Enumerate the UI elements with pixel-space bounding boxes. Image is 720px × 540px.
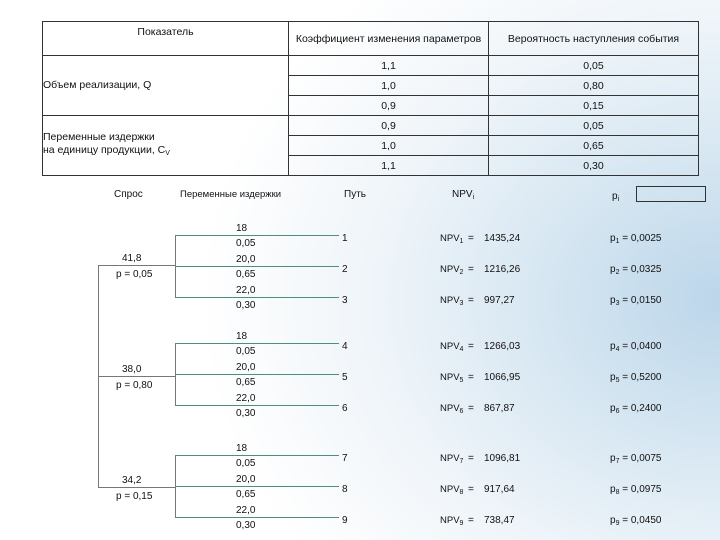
coef-cell: 1,0 (289, 136, 489, 156)
prob-cell: 0,65 (489, 136, 699, 156)
prob-cell: 0,80 (489, 76, 699, 96)
npv-equals: = (468, 233, 474, 244)
path-number: 3 (342, 295, 348, 306)
prob-cell: 0,05 (489, 116, 699, 136)
probability-value: = 0,0400 (619, 341, 662, 352)
tree-header-var-costs: Переменные издержки (180, 189, 282, 200)
cost-value: 20,0 (236, 474, 256, 485)
coef-cell: 1,1 (289, 56, 489, 76)
npv-equals: = (468, 515, 474, 526)
cost-value: 18 (236, 443, 248, 454)
path-number: 7 (342, 453, 348, 464)
tree-header-path: Путь (344, 189, 366, 200)
npv-value: 917,64 (484, 484, 515, 495)
demand-branch-line (98, 487, 175, 488)
p-header-box (636, 186, 706, 202)
coef-cell: 1,1 (289, 156, 489, 176)
probability-value: = 0,0325 (619, 264, 662, 275)
npv-value: 997,27 (484, 295, 515, 306)
tree-header-npv (452, 190, 474, 201)
subscript: 1 (459, 238, 464, 245)
npv-label (440, 454, 463, 465)
path-probability (610, 516, 661, 527)
npv-label (440, 516, 463, 527)
tree-header-demand: Спрос (114, 189, 143, 200)
path-number: 8 (342, 484, 348, 495)
probability-value: = 0,0450 (619, 515, 662, 526)
npv-value: 1096,81 (484, 453, 521, 464)
label: NPV (440, 341, 460, 352)
subscript: 6 (459, 408, 464, 415)
label: NPV (440, 403, 460, 414)
costs-label-line2: на единицу продукции, C (43, 144, 166, 156)
path-branch-line (175, 455, 339, 456)
cost-probability: 0,05 (236, 346, 256, 357)
npv-value: 1266,03 (484, 341, 521, 352)
probability-value: = 0,0150 (619, 295, 662, 306)
npv-equals: = (468, 295, 474, 306)
label: p (610, 372, 616, 383)
label: p (610, 341, 616, 352)
demand-probability: p = 0,05 (116, 269, 153, 280)
subscript: 5 (459, 377, 464, 384)
subscript: 1 (615, 238, 620, 245)
cost-value: 20,0 (236, 254, 256, 265)
npv-equals: = (468, 341, 474, 352)
cost-value: 22,0 (236, 285, 256, 296)
npv-label (440, 296, 463, 307)
prob-cell: 0,05 (489, 56, 699, 76)
cost-value: 22,0 (236, 505, 256, 516)
subscript: 3 (459, 300, 464, 307)
path-number: 4 (342, 341, 348, 352)
coef-cell: 1,0 (289, 76, 489, 96)
header-coefficient: Коэффициент изменения параметров (289, 22, 489, 56)
prob-cell: 0,15 (489, 96, 699, 116)
path-branch-line (175, 517, 339, 518)
path-number: 1 (342, 233, 348, 244)
cost-probability: 0,65 (236, 489, 256, 500)
subscript: 2 (459, 269, 464, 276)
cost-probability: 0,05 (236, 238, 256, 249)
label: p (610, 453, 616, 464)
npv-label (440, 373, 463, 384)
demand-value: 41,8 (122, 253, 142, 264)
parameters-table (42, 21, 699, 176)
subscript: 7 (615, 458, 620, 465)
npv-equals: = (468, 453, 474, 464)
table-row (43, 56, 699, 76)
probability-value: = 0,0075 (619, 453, 662, 464)
subscript: 5 (615, 377, 620, 384)
path-number: 2 (342, 264, 348, 275)
label: NPV (440, 484, 460, 495)
npv-label (440, 485, 463, 496)
path-branch-line (175, 374, 339, 375)
label: NPV (440, 372, 460, 383)
npv-equals: = (468, 372, 474, 383)
label: p (610, 264, 616, 275)
npv-label (440, 404, 463, 415)
subscript: 2 (615, 269, 620, 276)
subscript: 4 (459, 346, 464, 353)
subscript: 9 (615, 520, 620, 527)
p-header-label: p (612, 191, 618, 202)
path-probability (610, 342, 661, 353)
path-number: 6 (342, 403, 348, 414)
label: p (610, 295, 616, 306)
npv-value: 867,87 (484, 403, 515, 414)
label: NPV (440, 295, 460, 306)
coef-cell: 0,9 (289, 96, 489, 116)
demand-branch-line (98, 265, 175, 266)
cost-value: 22,0 (236, 393, 256, 404)
header-probability: Вероятность наступления события (489, 22, 699, 56)
npv-value: 738,47 (484, 515, 515, 526)
demand-branch-line (98, 376, 175, 377)
cost-probability: 0,65 (236, 377, 256, 388)
probability-value: = 0,0975 (619, 484, 662, 495)
label: NPV (440, 515, 460, 526)
p-header-sub: i (617, 196, 620, 203)
npv-equals: = (468, 403, 474, 414)
group-label-costs (43, 116, 289, 176)
path-probability (610, 296, 661, 307)
path-branch-line (175, 266, 339, 267)
cost-probability: 0,65 (236, 269, 256, 280)
npv-header-label: NPV (452, 189, 473, 200)
path-probability (610, 373, 661, 384)
path-number: 9 (342, 515, 348, 526)
costs-label-line1: Переменные издержки (43, 131, 155, 143)
npv-equals: = (468, 484, 474, 495)
path-branch-line (175, 235, 339, 236)
probability-value: = 0,5200 (619, 372, 662, 383)
npv-label (440, 342, 463, 353)
path-branch-line (175, 297, 339, 298)
coef-cell: 0,9 (289, 116, 489, 136)
demand-probability: p = 0,15 (116, 491, 153, 502)
cost-value: 20,0 (236, 362, 256, 373)
npv-label (440, 234, 463, 245)
subscript: 7 (459, 458, 464, 465)
label: NPV (440, 264, 460, 275)
path-branch-line (175, 405, 339, 406)
subscript: 9 (459, 520, 464, 527)
prob-cell: 0,30 (489, 156, 699, 176)
subscript: 8 (615, 489, 620, 496)
label: p (610, 515, 616, 526)
demand-value: 34,2 (122, 475, 142, 486)
npv-value: 1435,24 (484, 233, 521, 244)
table-header-row (43, 22, 699, 56)
subscript: 6 (615, 408, 620, 415)
npv-label (440, 265, 463, 276)
cost-probability: 0,30 (236, 408, 256, 419)
subscript: 4 (615, 346, 620, 353)
table-row (43, 116, 699, 136)
label: p (610, 484, 616, 495)
path-probability (610, 234, 661, 245)
label: NPV (440, 453, 460, 464)
demand-probability: p = 0,80 (116, 380, 153, 391)
cost-value: 18 (236, 223, 248, 234)
npv-header-sub: i (472, 194, 475, 201)
path-probability (610, 265, 661, 276)
costs-label-sub: V (165, 150, 170, 157)
path-number: 5 (342, 372, 348, 383)
path-probability (610, 454, 661, 465)
path-probability (610, 404, 661, 415)
demand-value: 38,0 (122, 364, 142, 375)
cost-probability: 0,30 (236, 520, 256, 531)
path-branch-line (175, 486, 339, 487)
npv-value: 1066,95 (484, 372, 521, 383)
label: p (610, 403, 616, 414)
probability-value: = 0,0025 (619, 233, 662, 244)
label: p (610, 233, 616, 244)
label: NPV (440, 233, 460, 244)
cost-value: 18 (236, 331, 248, 342)
subscript: 8 (459, 489, 464, 496)
group-label-volume: Объем реализации, Q (43, 56, 289, 116)
npv-value: 1216,26 (484, 264, 521, 275)
cost-probability: 0,05 (236, 458, 256, 469)
npv-equals: = (468, 264, 474, 275)
subscript: 3 (615, 300, 620, 307)
path-probability (610, 485, 661, 496)
tree-header-p (612, 192, 619, 203)
header-indicator: Показатель (43, 22, 289, 56)
cost-probability: 0,30 (236, 300, 256, 311)
probability-value: = 0,2400 (619, 403, 662, 414)
path-branch-line (175, 343, 339, 344)
